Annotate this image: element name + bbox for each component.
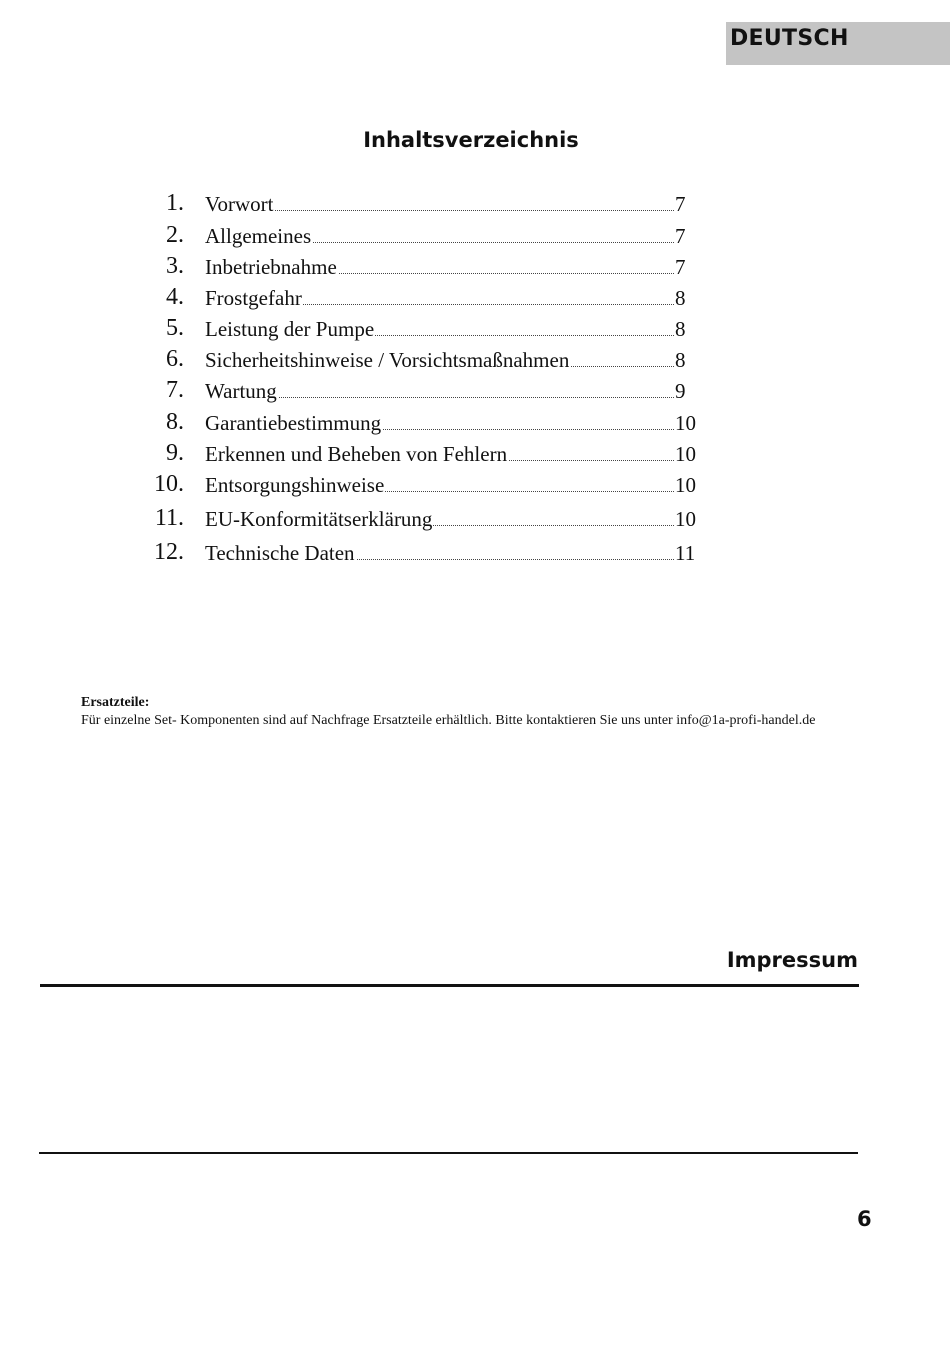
toc-entry	[0, 283, 950, 313]
toc-entry	[0, 504, 950, 534]
toc-entry	[0, 538, 950, 568]
toc-entry-label: Erkennen und Beheben von Fehlern	[205, 442, 508, 466]
toc-entry-number: 6.	[166, 346, 184, 372]
spare-parts-section	[81, 694, 861, 730]
toc-entry-number: 9.	[166, 440, 184, 466]
toc-entry	[0, 408, 950, 438]
toc-entry	[0, 252, 950, 282]
toc-entry-label: Leistung der Pumpe	[205, 317, 375, 341]
toc-entry-number: 8.	[166, 409, 184, 435]
toc-entry-number: 2.	[166, 222, 184, 248]
toc-entry-page: 8	[675, 348, 686, 372]
toc-entry-page: 10	[675, 507, 696, 531]
toc-entry	[0, 221, 950, 251]
page-number: 6	[857, 1207, 872, 1231]
toc-entry-number: 1.	[166, 190, 184, 216]
toc-entry-page: 8	[675, 317, 686, 341]
toc-entry-page: 8	[675, 286, 686, 310]
toc-entry-number: 7.	[166, 377, 184, 403]
toc-entry-page: 7	[675, 224, 686, 248]
toc-entry-label: Frostgefahr	[205, 286, 302, 310]
toc-entry	[0, 345, 950, 375]
toc-entry-label: EU-Konformitätserklärung	[205, 507, 433, 531]
toc-title: Inhaltsverzeichnis	[363, 128, 579, 152]
toc-entry-page: 7	[675, 255, 686, 279]
toc-entry-label: Entsorgungshinweise	[205, 473, 385, 497]
impressum-heading: Impressum	[726, 948, 858, 972]
impressum-bottom-rule	[39, 1152, 858, 1154]
toc-entry-number: 11.	[154, 505, 184, 531]
toc-entry-label: Wartung	[205, 379, 277, 403]
toc-entry	[0, 439, 950, 469]
toc-entry-label: Garantiebestimmung	[205, 411, 382, 435]
toc-entry	[0, 470, 950, 500]
toc-entry-page: 10	[675, 411, 696, 435]
spare-parts-title: Ersatzteile:	[81, 695, 150, 710]
toc-entry-label: Vorwort	[205, 192, 274, 216]
toc-entry-number: 5.	[166, 315, 184, 341]
toc-entry	[0, 376, 950, 406]
toc-entry-number: 10.	[154, 471, 184, 497]
toc-entry-number: 12.	[154, 539, 184, 565]
toc-entry-label: Allgemeines	[205, 224, 312, 248]
toc-entry-number: 4.	[166, 284, 184, 310]
toc-entry-label: Sicherheitshinweise / Vorsichtsmaßnahmen	[205, 348, 570, 372]
toc-entry-page: 9	[675, 379, 686, 403]
toc-entry-label: Technische Daten	[205, 541, 355, 565]
impressum-top-rule	[40, 984, 859, 987]
spare-parts-text: Für einzelne Set- Komponenten sind auf Nachfrage Ersatzteile erhältlich. Bitte kontaktieren Sie uns unter info@1a-profi-handel.de	[81, 713, 816, 728]
toc-entry-page: 7	[675, 192, 686, 216]
toc-entry-page: 10	[675, 442, 696, 466]
toc-entry-label: Inbetriebnahme	[205, 255, 337, 279]
language-tab: DEUTSCH	[726, 22, 950, 65]
toc-entry-number: 3.	[166, 253, 184, 279]
toc-entry-page: 10	[675, 473, 696, 497]
toc-entry	[0, 314, 950, 344]
toc-entry	[0, 189, 950, 219]
toc-entry-page: 11	[675, 541, 696, 565]
toc-dot-leader	[205, 210, 674, 211]
